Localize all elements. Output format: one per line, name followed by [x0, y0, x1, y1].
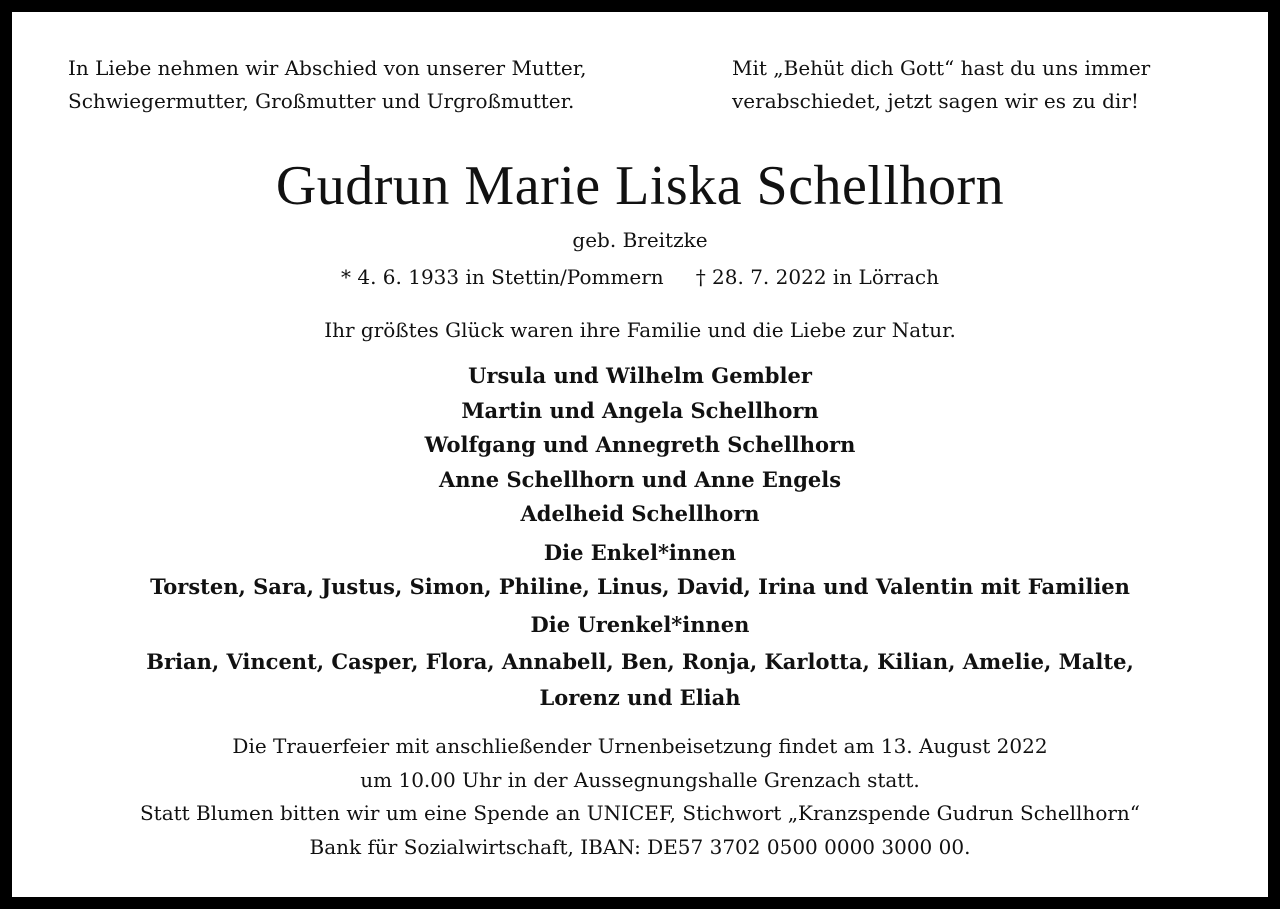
intro-section: [68, 52, 1212, 118]
intro-left-line: Schwiegermutter, Großmutter und Urgroßmutter.: [68, 89, 575, 113]
family-member: Anne Schellhorn und Anne Engels: [438, 466, 842, 492]
intro-left-line: In Liebe nehmen wir Abschied von unserer Mutter,: [68, 56, 587, 80]
family-member: Martin und Angela Schellhorn: [461, 397, 819, 423]
intro-right-text: [732, 52, 1212, 118]
great-grandchildren-names: [12, 644, 1268, 716]
deceased-name: Gudrun Marie Liska Schellhorn: [275, 155, 1005, 217]
obituary-notice: [12, 12, 1268, 897]
family-member: Wolfgang und Annegreth Schellhorn: [424, 432, 856, 457]
maiden-name: geb. Breitzke: [572, 228, 708, 252]
birth-date: * 4. 6. 1933 in Stettin/Pommern: [341, 265, 664, 289]
service-line: um 10.00 Uhr in der Aussegnungshalle Grenzach statt.: [360, 767, 920, 792]
grandchildren-heading: Die Enkel*innen: [543, 540, 737, 565]
grandchildren-names: Torsten, Sara, Justus, Simon, Philine, Linus, David, Irina und Valentin mit Familien: [150, 574, 1130, 599]
life-dates: [12, 264, 1268, 290]
death-date: † 28. 7. 2022 in Lörrach: [695, 265, 939, 289]
great-grandchildren-line: Lorenz und Eliah: [539, 685, 741, 710]
great-grandchildren-line: Brian, Vincent, Casper, Flora, Annabell, Ben, Ronja, Karlotta, Kilian, Amelie, Malte,: [146, 649, 1134, 674]
donation-line: Statt Blumen bitten wir um eine Spende an UNICEF, Stichwort „Kranzspende Gudrun Schellhorn“: [139, 801, 1141, 825]
service-line: Die Trauerfeier mit anschließender Urnenbeisetzung findet am 13. August 2022: [232, 734, 1048, 758]
intro-right-line: Mit „Behüt dich Gott“ hast du uns immer: [732, 56, 1151, 80]
great-grandchildren-heading: Die Urenkel*innen: [530, 612, 750, 637]
family-member: Adelheid Schellhorn: [520, 501, 760, 526]
family-member: Ursula und Wilhelm Gembler: [468, 363, 812, 388]
intro-left-text: [68, 52, 668, 118]
intro-right-line: verabschiedet, jetzt sagen wir es zu dir!: [732, 89, 1139, 113]
bank-details: Bank für Sozialwirtschaft, IBAN: DE57 3702 0500 0000 3000 00.: [309, 834, 971, 859]
family-list: [12, 359, 1268, 532]
memorial-quote: Ihr größtes Glück waren ihre Familie und die Liebe zur Natur.: [324, 318, 956, 342]
service-info: [12, 730, 1268, 864]
